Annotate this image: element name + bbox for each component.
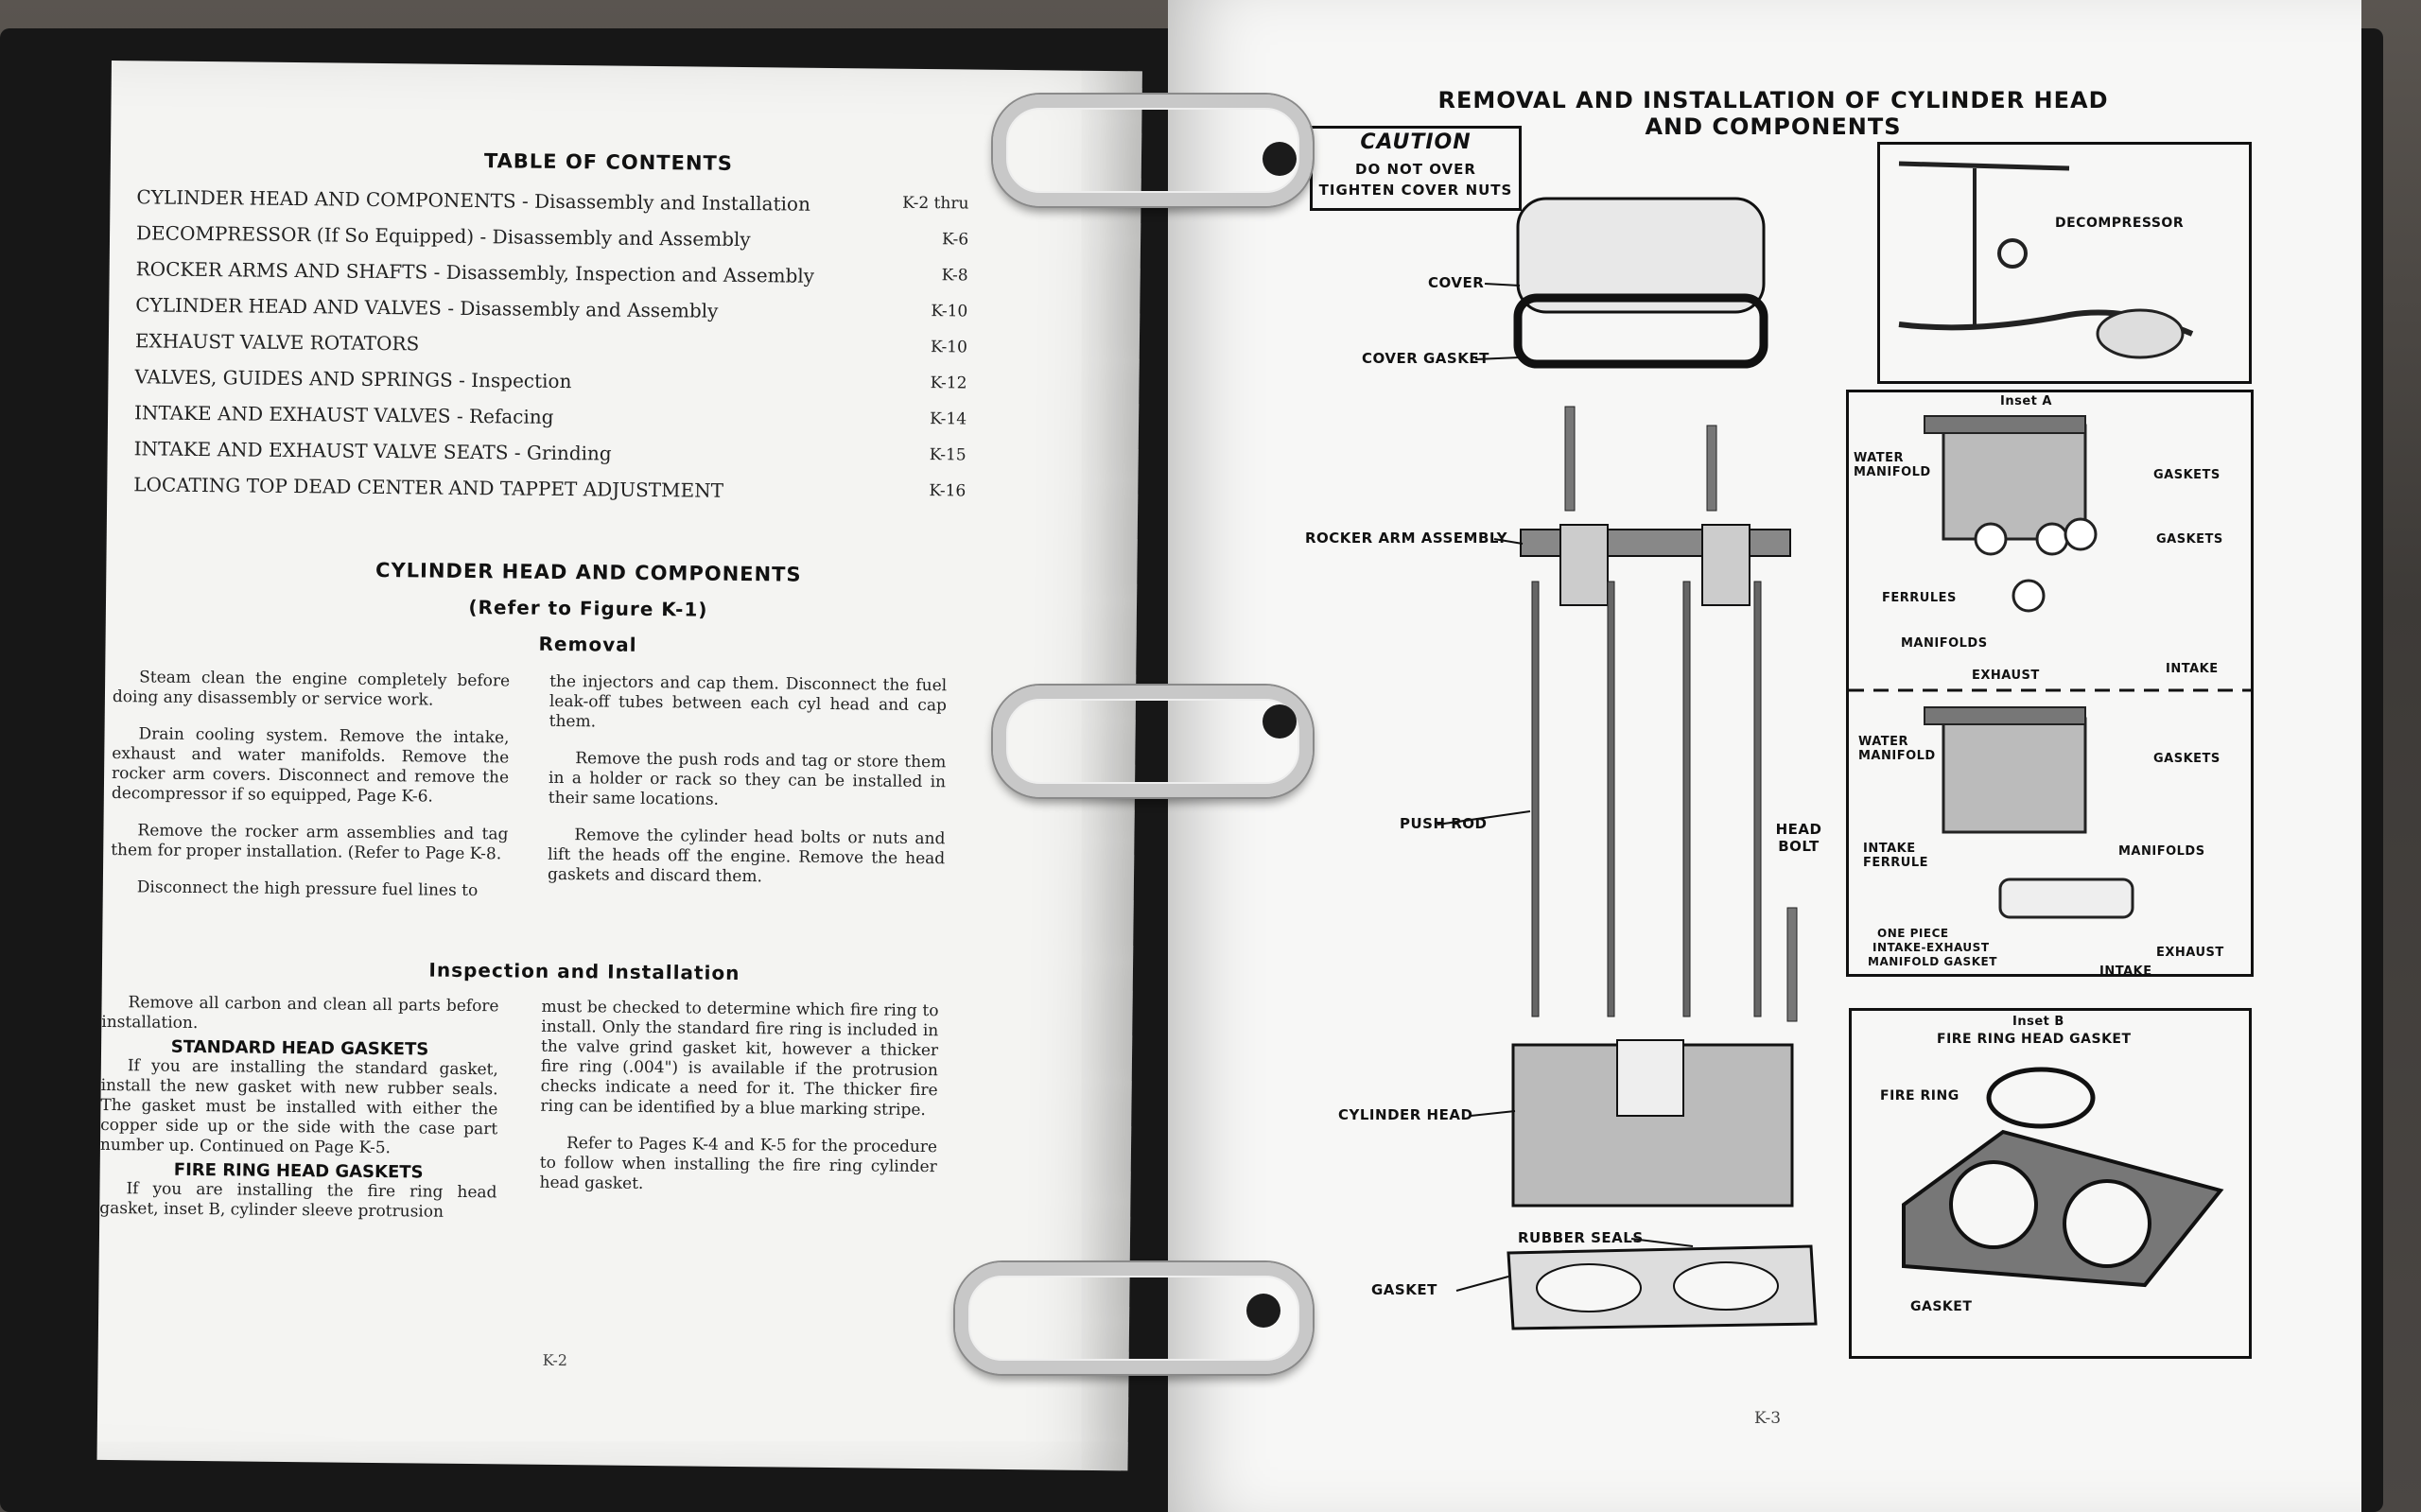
toc-item[interactable] bbox=[133, 473, 966, 510]
inset-a bbox=[1846, 390, 2254, 977]
toc-item-page: K-8 bbox=[941, 266, 968, 286]
label-cover: COVER bbox=[1428, 274, 1485, 291]
figure-title-line-1: REMOVAL AND INSTALLATION OF CYLINDER HEAD bbox=[1437, 87, 2109, 113]
label-exhaust: EXHAUST bbox=[1972, 669, 2040, 683]
toc-item-title: DECOMPRESSOR (If So Equipped) - Disassembly and Assembly bbox=[135, 221, 751, 252]
label-manifold-gasket: MANIFOLD GASKET bbox=[1868, 955, 1997, 968]
toc-item-page: K-16 bbox=[929, 481, 967, 501]
page-number: K-3 bbox=[1754, 1409, 1782, 1428]
toc-item-page: K-10 bbox=[930, 338, 967, 357]
toc-item-page: K-10 bbox=[931, 302, 968, 322]
toc-item-title: LOCATING TOP DEAD CENTER AND TAPPET ADJUSTMENT bbox=[133, 473, 724, 502]
label-manifolds: MANIFOLDS bbox=[2118, 844, 2205, 859]
removal-column-right bbox=[548, 672, 948, 906]
label-water-manifold: WATER MANIFOLD bbox=[1858, 735, 1936, 763]
left-page bbox=[97, 61, 1142, 1470]
page-number: K-2 bbox=[542, 1350, 568, 1370]
inset-b-subtitle: FIRE RING HEAD GASKET bbox=[1937, 1032, 2132, 1047]
label-intake: INTAKE bbox=[2166, 662, 2219, 676]
section-reference: (Refer to Figure K-1) bbox=[468, 595, 708, 621]
paragraph: Refer to Pages K-4 and K-5 for the procedure to follow when installing the fire ring cylinder head gasket. bbox=[539, 1134, 938, 1193]
inspection-column-right bbox=[539, 998, 938, 1214]
inspection-column-left bbox=[99, 993, 499, 1240]
toc-item-title: EXHAUST VALVE ROTATORS bbox=[134, 329, 420, 356]
paragraph: Remove the push rods and tag or store them in a holder or rack so they can be installed in their same locations. bbox=[548, 749, 947, 809]
caution-line-1: DO NOT OVER bbox=[1355, 161, 1476, 178]
label-rubber-seals: RUBBER SEALS bbox=[1518, 1229, 1644, 1246]
toc-item[interactable] bbox=[134, 437, 967, 474]
toc-item-page: K-6 bbox=[941, 230, 969, 250]
label-gasket: GASKET bbox=[1910, 1299, 1973, 1314]
label-gaskets: GASKETS bbox=[2153, 468, 2221, 482]
punch-hole bbox=[1246, 1294, 1280, 1328]
label-gaskets: GASKETS bbox=[2156, 532, 2223, 547]
standard-gaskets-heading: STANDARD HEAD GASKETS bbox=[170, 1036, 429, 1060]
caution-line-2: TIGHTEN COVER NUTS bbox=[1318, 182, 1513, 199]
label-head-bolt: HEAD BOLT bbox=[1775, 821, 1822, 855]
toc-list bbox=[133, 185, 969, 534]
inset-b bbox=[1849, 1008, 2252, 1359]
punch-hole bbox=[1263, 142, 1297, 176]
toc-item-title: CYLINDER HEAD AND VALVES - Disassembly and Assembly bbox=[135, 293, 719, 322]
inset-b-title: Inset B bbox=[2012, 1015, 2064, 1029]
toc-title: TABLE OF CONTENTS bbox=[483, 149, 734, 175]
label-decompressor: DECOMPRESSOR bbox=[2055, 216, 2185, 231]
toc-item[interactable] bbox=[135, 329, 967, 366]
caution-title: CAUTION bbox=[1360, 130, 1472, 154]
toc-item-page: K-12 bbox=[930, 374, 967, 393]
punch-hole bbox=[1263, 704, 1297, 739]
label-water-manifold: WATER MANIFOLD bbox=[1854, 451, 1931, 479]
right-page bbox=[1168, 0, 2361, 1512]
paragraph: Remove the rocker arm assemblies and tag them for proper installation. (Refer to Page K-8. bbox=[111, 821, 509, 864]
label-gasket: GASKET bbox=[1371, 1281, 1437, 1298]
label-gaskets: GASKETS bbox=[2153, 752, 2221, 766]
label-intake-exhaust: INTAKE-EXHAUST bbox=[1872, 941, 1990, 954]
removal-heading: Removal bbox=[538, 632, 637, 656]
label-one-piece: ONE PIECE bbox=[1877, 927, 1949, 940]
fire-ring-shape bbox=[1989, 1069, 2093, 1126]
toc-item[interactable] bbox=[134, 365, 967, 402]
paragraph: If you are installing the standard gasket, install the new gasket with new rubber seals. The gasket must be installed with either the copper side up or the side with the case part number up. Continued on Page K-5. bbox=[99, 1056, 498, 1158]
label-fire-ring: FIRE RING bbox=[1880, 1088, 1959, 1104]
toc-item[interactable] bbox=[134, 401, 967, 438]
paragraph: Remove all carbon and clean all parts before installation. bbox=[101, 993, 499, 1034]
label-cover-gasket: COVER GASKET bbox=[1362, 350, 1489, 367]
inspection-heading: Inspection and Installation bbox=[428, 958, 740, 985]
label-intake-ferrule: INTAKE FERRULE bbox=[1863, 842, 1929, 870]
toc-item-title: VALVES, GUIDES AND SPRINGS - Inspection bbox=[134, 365, 572, 393]
label-manifolds: MANIFOLDS bbox=[1901, 636, 1988, 651]
figure-title-line-2: AND COMPONENTS bbox=[1645, 113, 1902, 140]
toc-item-page: K-14 bbox=[930, 409, 967, 429]
label-push-rod: PUSH ROD bbox=[1400, 815, 1488, 832]
paragraph: Steam clean the engine completely before doing any disassembly or service work. bbox=[112, 668, 511, 710]
toc-item-title: CYLINDER HEAD AND COMPONENTS - Disassembly and Installation bbox=[136, 185, 811, 216]
fire-ring-gaskets-heading: FIRE RING HEAD GASKETS bbox=[173, 1159, 424, 1183]
removal-column-left bbox=[111, 668, 511, 918]
toc-item-title: INTAKE AND EXHAUST VALVES - Refacing bbox=[133, 401, 554, 428]
toc-item-title: ROCKER ARMS AND SHAFTS - Disassembly, Inspection and Assembly bbox=[135, 257, 815, 287]
paragraph: must be checked to determine which fire ring to install. Only the standard fire ring is included in the valve grind gasket kit, however a thicker fire ring (.004") is available if the protrusion checks indicate a need for it. The thicker fire ring can be identified by a blue marking stripe. bbox=[540, 997, 939, 1121]
inset-a-title: Inset A bbox=[2000, 394, 2052, 408]
section-title: CYLINDER HEAD AND COMPONENTS bbox=[374, 558, 802, 586]
label-ferrules: FERRULES bbox=[1882, 591, 1957, 605]
toc-item[interactable] bbox=[136, 221, 968, 258]
toc-item-page: K-15 bbox=[929, 445, 967, 465]
paragraph: Drain cooling system. Remove the intake, exhaust and water manifolds. Remove the rocker arm covers. Disconnect and remove the decompressor if so equipped, Page K-6. bbox=[111, 724, 510, 807]
toc-item[interactable] bbox=[136, 185, 968, 222]
label-cylinder-head: CYLINDER HEAD bbox=[1338, 1106, 1473, 1123]
toc-item-page: K-2 thru bbox=[902, 193, 969, 214]
label-rocker-arm-assembly: ROCKER ARM ASSEMBLY bbox=[1305, 530, 1507, 547]
paragraph: the injectors and cap them. Disconnect the fuel leak-off tubes between each cyl head and cap them. bbox=[549, 671, 948, 732]
paragraph: Disconnect the high pressure fuel lines to bbox=[136, 878, 479, 901]
decompressor-inset bbox=[1877, 142, 2252, 384]
label-exhaust: EXHAUST bbox=[2156, 946, 2224, 960]
toc-item[interactable] bbox=[135, 293, 967, 330]
toc-item[interactable] bbox=[136, 257, 968, 294]
toc-item-title: INTAKE AND EXHAUST VALVE SEATS - Grinding bbox=[133, 437, 612, 465]
paragraph: Remove the cylinder head bolts or nuts and lift the heads off the engine. Remove the head gaskets and discard them. bbox=[547, 826, 946, 887]
label-intake: INTAKE bbox=[2099, 965, 2152, 979]
binder-ring-middle bbox=[993, 686, 1313, 797]
paragraph: If you are installing the fire ring head gasket, inset B, cylinder sleeve protrusion bbox=[99, 1179, 497, 1222]
